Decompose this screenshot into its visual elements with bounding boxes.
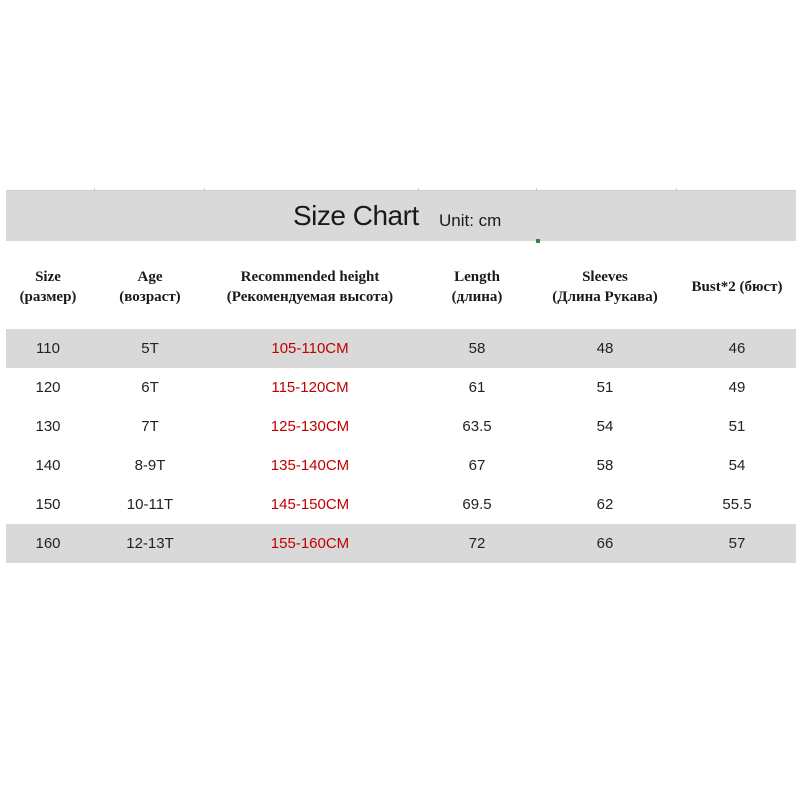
divider-tick [204, 188, 205, 191]
cell-height: 105-110CM [271, 340, 349, 357]
cell-height: 115-120CM [271, 379, 349, 396]
cell-size: 120 [35, 379, 61, 396]
cell-bust: 46 [728, 340, 746, 357]
header-bust-en: Bust*2 (бюст) [691, 279, 783, 295]
cell-age: 8-9T [134, 457, 166, 474]
cell-length: 63.5 [462, 418, 492, 435]
cell-bust: 49 [728, 379, 746, 396]
cell-length: 72 [468, 535, 486, 552]
cell-age: 5T [141, 340, 159, 357]
header-age [100, 267, 200, 307]
cell-sleeves: 66 [596, 535, 614, 552]
divider-tick [536, 188, 537, 191]
cell-bust: 55.5 [722, 496, 752, 513]
header-length [426, 267, 528, 307]
cell-age: 6T [141, 379, 159, 396]
table-row [6, 524, 796, 563]
divider-tick [418, 188, 419, 191]
cell-height: 155-160CM [270, 535, 350, 552]
cell-sleeves: 48 [596, 340, 614, 357]
header-size [6, 267, 90, 307]
cell-size: 150 [35, 496, 61, 513]
header-length-ru: (длина) [451, 289, 503, 305]
table-row [6, 329, 796, 368]
cell-age: 10-11T [126, 496, 174, 513]
divider-tick [94, 188, 95, 191]
table-row [6, 407, 796, 446]
cell-sleeves: 51 [596, 379, 614, 396]
cell-size: 140 [35, 457, 61, 474]
header-height [202, 267, 418, 307]
cell-bust: 57 [728, 535, 746, 552]
cell-bust: 54 [728, 457, 746, 474]
table-header [6, 241, 796, 329]
cell-height: 135-140CM [270, 457, 350, 474]
header-sleeves [536, 267, 674, 307]
cell-length: 69.5 [462, 496, 492, 513]
cell-sleeves: 54 [596, 418, 614, 435]
cell-sleeves: 58 [596, 457, 614, 474]
table-row [6, 446, 796, 485]
cell-size: 110 [36, 340, 60, 357]
header-size-en: Size [35, 269, 61, 285]
cell-age: 7T [141, 418, 159, 435]
unit-label: Unit: cm [439, 211, 502, 230]
cell-age: 12-13T [126, 535, 174, 552]
cell-size: 160 [35, 535, 61, 552]
header-size-ru: (размер) [19, 289, 77, 305]
table-body [6, 329, 796, 563]
cell-size: 130 [35, 418, 61, 435]
header-sleeves-ru: (Длина Рукава) [552, 289, 658, 305]
header-height-en: Recommended height [240, 269, 380, 285]
header-sleeves-en: Sleeves [582, 269, 628, 285]
cell-bust: 51 [728, 418, 746, 435]
cell-length: 67 [468, 457, 486, 474]
header-age-en: Age [137, 269, 163, 285]
table-row [6, 368, 796, 407]
header-height-ru: (Рекомендуемая высота) [226, 289, 394, 305]
header-length-en: Length [454, 269, 500, 285]
cell-length: 58 [468, 340, 486, 357]
title-band [6, 190, 796, 241]
header-age-ru: (возраст) [119, 289, 181, 305]
size-chart [6, 190, 796, 563]
chart-title: Size Chart [293, 200, 419, 231]
divider-tick [676, 188, 677, 191]
header-bust [678, 277, 796, 297]
cell-height: 145-150CM [270, 496, 350, 513]
cell-sleeves: 62 [596, 496, 614, 513]
table-row [6, 485, 796, 524]
cell-height: 125-130CM [270, 418, 350, 435]
cell-length: 61 [468, 379, 486, 396]
